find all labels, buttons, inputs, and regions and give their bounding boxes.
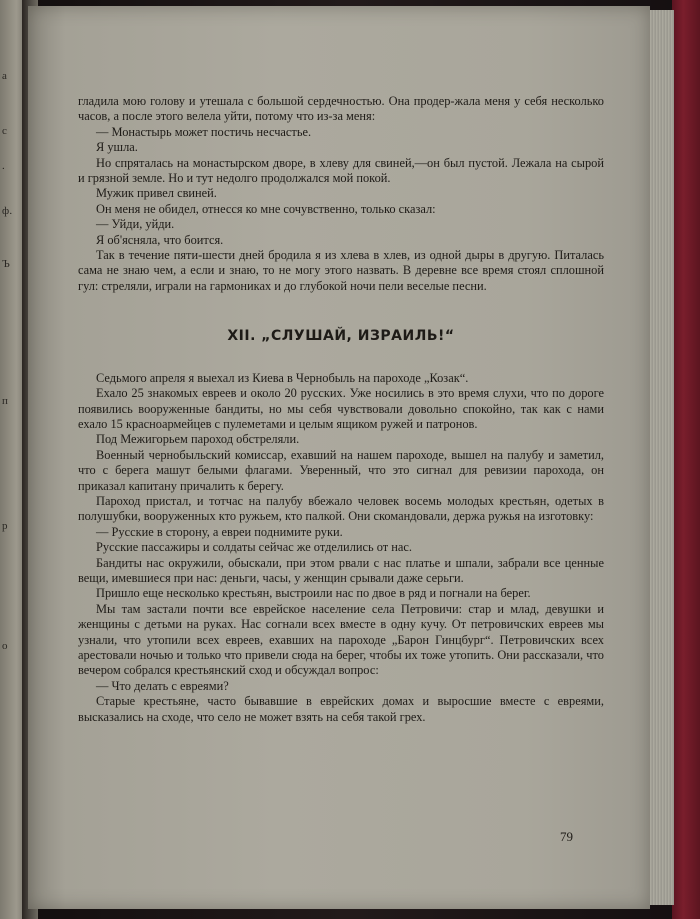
paragraph: Ехало 25 знакомых евреев и около 20 русских. Уже носились в это время слухи, что по дороге появились вооруженные бандиты, но мы себя чувствовали довольно спокойно, так как с нами ехало 15 красноармейцев с пулеметами и целым ящиком ружей и патронов. — [78, 386, 604, 431]
paragraph: Он меня не обидел, отнесся ко мне сочувственно, только сказал: — [96, 201, 436, 216]
paragraph: Я ушла. — [96, 140, 138, 155]
paragraph: — Русские в сторону, а евреи поднимите руки. — [96, 524, 343, 539]
left-page-fragment: с — [2, 125, 8, 137]
paragraph: Седьмого апреля я выехал из Киева в Чернобыль на пароходе „Козак“. — [96, 370, 469, 385]
left-page-fragment: о — [2, 640, 8, 652]
left-page-fragment: р — [2, 520, 8, 532]
paragraph: Я об'ясняла, что боится. — [96, 232, 224, 247]
paragraph: Но спряталась на монастырском дворе, в хлеву для свиней,—он был пустой. Лежала на сырой и грязной земле. Но и тут недолго продолжался мой покой. — [78, 155, 604, 186]
paragraph: — Что делать с евреями? — [96, 678, 229, 693]
paragraph: — Уйди, уйди. — [96, 217, 175, 232]
left-page-fragment: ф. — [2, 205, 13, 217]
paragraph: Под Межигорьем пароход обстреляли. — [96, 432, 300, 447]
left-page-fragment: а — [2, 70, 8, 82]
book-cover-edge — [672, 0, 700, 919]
paragraph: Бандиты нас окружили, обыскали, при этом рвали с нас платье и шпали, забрали все ценные вещи, имевшиеся при нас: деньги, часы, у женщин срывали даже серьги. — [78, 555, 604, 585]
chapter-heading: XII. „СЛУШАЙ, ИЗРАИЛЬ!“ — [227, 328, 455, 345]
paragraph: — Монастырь может постичь несчастье. — [96, 124, 312, 139]
paragraphs-bottom — [78, 371, 604, 725]
paragraph: Так в течение пяти-шести дней бродила я из хлева в хлев, из одной дыры в другую. Питалась сама не знаю чем, а если и знаю, то не могу этого назвать. В деревне все время стоял сплошной гул: стреляли, играли на гармониках и до глубокой ночи пели веселые песни. — [78, 248, 604, 293]
paragraph: Военный чернобыльский комиссар, ехавший на нашем пароходе, вышел на палубу и заметил, что с берега машут белыми флагами. Уверенный, что это сигнал для ревизии парохода, он приказал капитану причалить к берегу. — [78, 447, 604, 493]
page-number: 79 — [560, 829, 573, 844]
left-page-fragment: п — [2, 395, 9, 407]
paragraph: Мужик привел свиней. — [96, 186, 217, 201]
right-page — [28, 6, 650, 909]
paragraph: Мы там застали почти все еврейское население села Петровичи: стар и млад, девушки и женщины с детьми на руках. Нас согнали всех вместе в одну кучу. От петровичских евреев мы узнали, что утопили всех евреев, ехавших на пароходе „Барон Гинцбург“. Петровичских всех арестовали ночью и только что привели сюда на берег, чтобы их тоже утопить. Они рассказали, что вечером собрался крестьянский сход и обсуждал вопрос: — [78, 601, 604, 678]
paragraph: Старые крестьяне, часто бывавшие в еврейских домах и выросшие вместе с евреями, высказались на сходе, что село не может взять на себя такой грех. — [78, 694, 604, 724]
left-page-fragment: . — [2, 160, 5, 172]
paragraph: Пароход пристал, и тотчас на палубу вбежало человек восемь молодых крестьян, одетых в полушубки, вооруженных кто ружьем, кто палкой. Они скомандовали, держа ружья на изготовку: — [78, 493, 604, 524]
page-text — [78, 94, 604, 725]
paragraph: Пришло еще несколько крестьян, выстроили нас по двое в ряд и погнали на берег. — [96, 586, 531, 601]
paragraph: гладила мою голову и утешала с большой сердечностью. Она продер-жала меня у себя несколько часов, а после этого велела уйти, потому что из-за меня: — [78, 94, 604, 124]
left-page-fragment: Ъ — [2, 258, 10, 270]
paragraphs-top — [78, 94, 604, 294]
paragraph: Русские пассажиры и солдаты сейчас же отделились от нас. — [96, 540, 413, 555]
